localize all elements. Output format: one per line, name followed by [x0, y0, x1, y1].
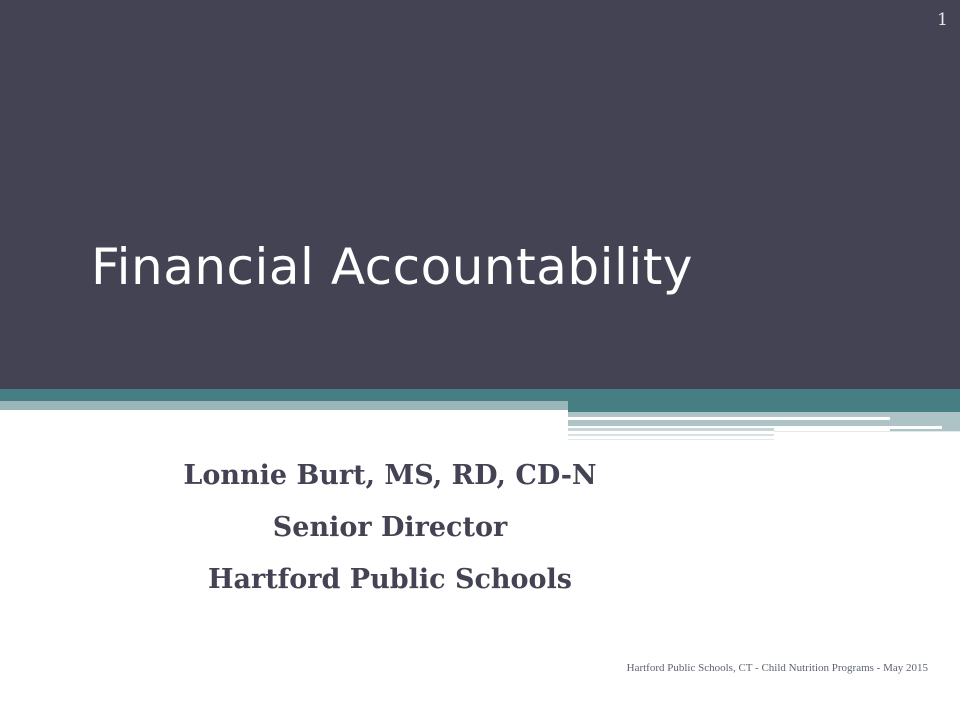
- decorative-stripe: [774, 431, 960, 432]
- decorative-stripe: [568, 401, 960, 412]
- decorative-stripe: [568, 417, 890, 420]
- slide-footer: Hartford Public Schools, CT - Child Nutrition Programs - May 2015: [626, 662, 928, 674]
- presenter-role: Senior Director: [272, 512, 508, 543]
- presenter-name: Lonnie Burt, MS, RD, CD-N: [183, 460, 597, 491]
- decorative-stripe: [774, 426, 942, 429]
- presenter-organization: Hartford Public Schools: [207, 564, 573, 595]
- slide-title: Financial Accountability: [91, 238, 693, 296]
- decorative-stripe: [568, 428, 774, 431]
- decorative-stripe: [568, 439, 774, 440]
- slide-subtitle: [90, 450, 690, 606]
- decorative-stripe: [0, 389, 960, 401]
- decorative-stripe: [568, 434, 774, 436]
- slide-number: 1: [937, 10, 948, 30]
- decorative-stripe: [0, 401, 568, 410]
